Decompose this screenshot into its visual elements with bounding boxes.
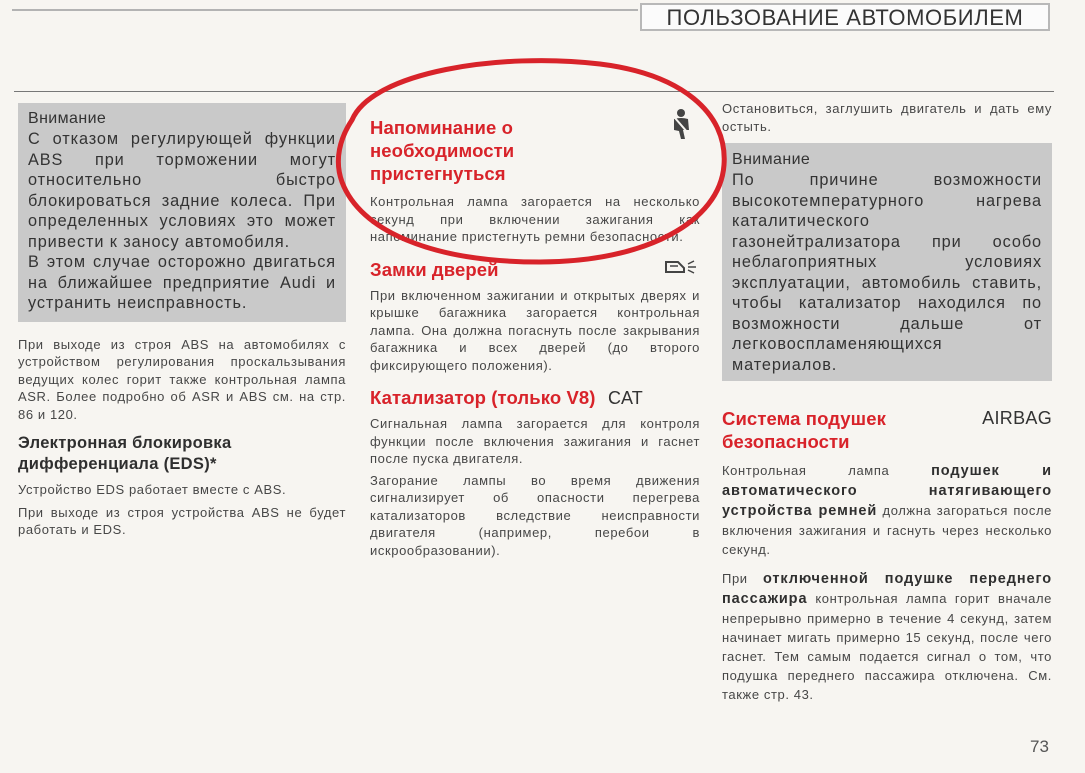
page-number: 73 — [1030, 737, 1049, 756]
column-right — [722, 100, 1052, 704]
door-icon — [664, 258, 700, 276]
doors-paragraph: При включенном зажигании и открытых дверях и крышке багажника загорается контрольная лампа. Она должна погаснуть после закрывания багажника и всех дверей (до второго фиксирующего положения). — [370, 287, 700, 373]
airbag-heading: Система подушек безопасности — [722, 408, 886, 452]
airbag-paragraph-1: Контрольная лампа подушек и автоматического натягивающего устройства ремней должна загораться после включения зажигания и гаснуть через несколько секунд. — [722, 463, 1052, 557]
warning-title: Внимание — [732, 151, 811, 168]
doors-heading: Замки дверей — [370, 258, 499, 280]
eds-heading: Электронная блокировка дифференциала (EDS)* — [18, 434, 232, 473]
warning-title: Внимание — [28, 110, 107, 127]
seatbelt-heading: Напоминание о необходимости пристегнуться — [370, 117, 515, 184]
eds-paragraph-2: При выходе из строя устройства ABS не будет работать и EDS. — [18, 504, 346, 537]
column-left — [18, 103, 346, 539]
column-middle — [370, 103, 700, 559]
eds-paragraph-1: Устройство EDS работает вместе с ABS. — [18, 482, 287, 497]
airbag-tag: AIRBAG — [982, 408, 1052, 428]
stop-engine-paragraph: Остановиться, заглушить двигатель и дать ему остыть. — [722, 101, 1052, 134]
cat-paragraph-2: Загорание лампы во время движения сигнализирует об опасности перегрева катализаторов вследствие неисправности двигателя (например, перебои в искрообразовании). — [370, 472, 700, 558]
header-rule — [12, 9, 638, 11]
warning-text: С отказом регулирующей функции ABS при торможении могут относительно быстро блокироваться задние колеса. При определенных условиях это может привести к заносу автомобиля. В этом случае осторожно двигаться на ближайшее предприятие Audi и устранить неисправность. — [28, 130, 336, 312]
cat-tag: CAT — [608, 388, 643, 408]
section-rule — [14, 91, 1054, 92]
abs-paragraph: При выходе из строя ABS на автомобилях с устройством регулирования проскальзывания ведущих колес горит также контрольная лампа ASR. Более подробно об ASR и ABS см. на стр. 86 и 120. — [18, 336, 346, 422]
page-title: ПОЛЬЗОВАНИЕ АВТОМОБИЛЕМ — [640, 3, 1050, 31]
cat-heading: Катализатор (только V8) — [370, 387, 596, 408]
warning-text: По причине возможности высокотемпературного нагрева каталитического газонейтрализатора при особо неблагоприятных условиях эксплуатации, автомобиль ставить, чтобы катализатор находился по возможности дальше от легковоспламеняющихся материалов. — [732, 171, 1042, 374]
seatbelt-paragraph: Контрольная лампа загорается на несколько секунд при включении зажигания как напоминание пристегнуть ремни безопасности. — [370, 194, 700, 244]
page-header — [0, 0, 1085, 40]
cat-paragraph-1: Сигнальная лампа загорается для контроля функции после включения зажигания и гаснет после пуска двигателя. — [370, 416, 700, 466]
seatbelt-icon — [668, 108, 694, 142]
abs-warning-box — [18, 103, 346, 322]
catalyst-warning-box — [722, 143, 1052, 381]
airbag-paragraph-2: При отключенной подушке переднего пассажира контрольная лампа горит вначале непрерывно примерно в течение 4 секунд, затем начинает мигать примерно 15 секунд, после чего гаснет. Тем самым подается сигнал о том, что подушка переднего пассажира отключена. См. также стр. 43. — [722, 571, 1052, 702]
